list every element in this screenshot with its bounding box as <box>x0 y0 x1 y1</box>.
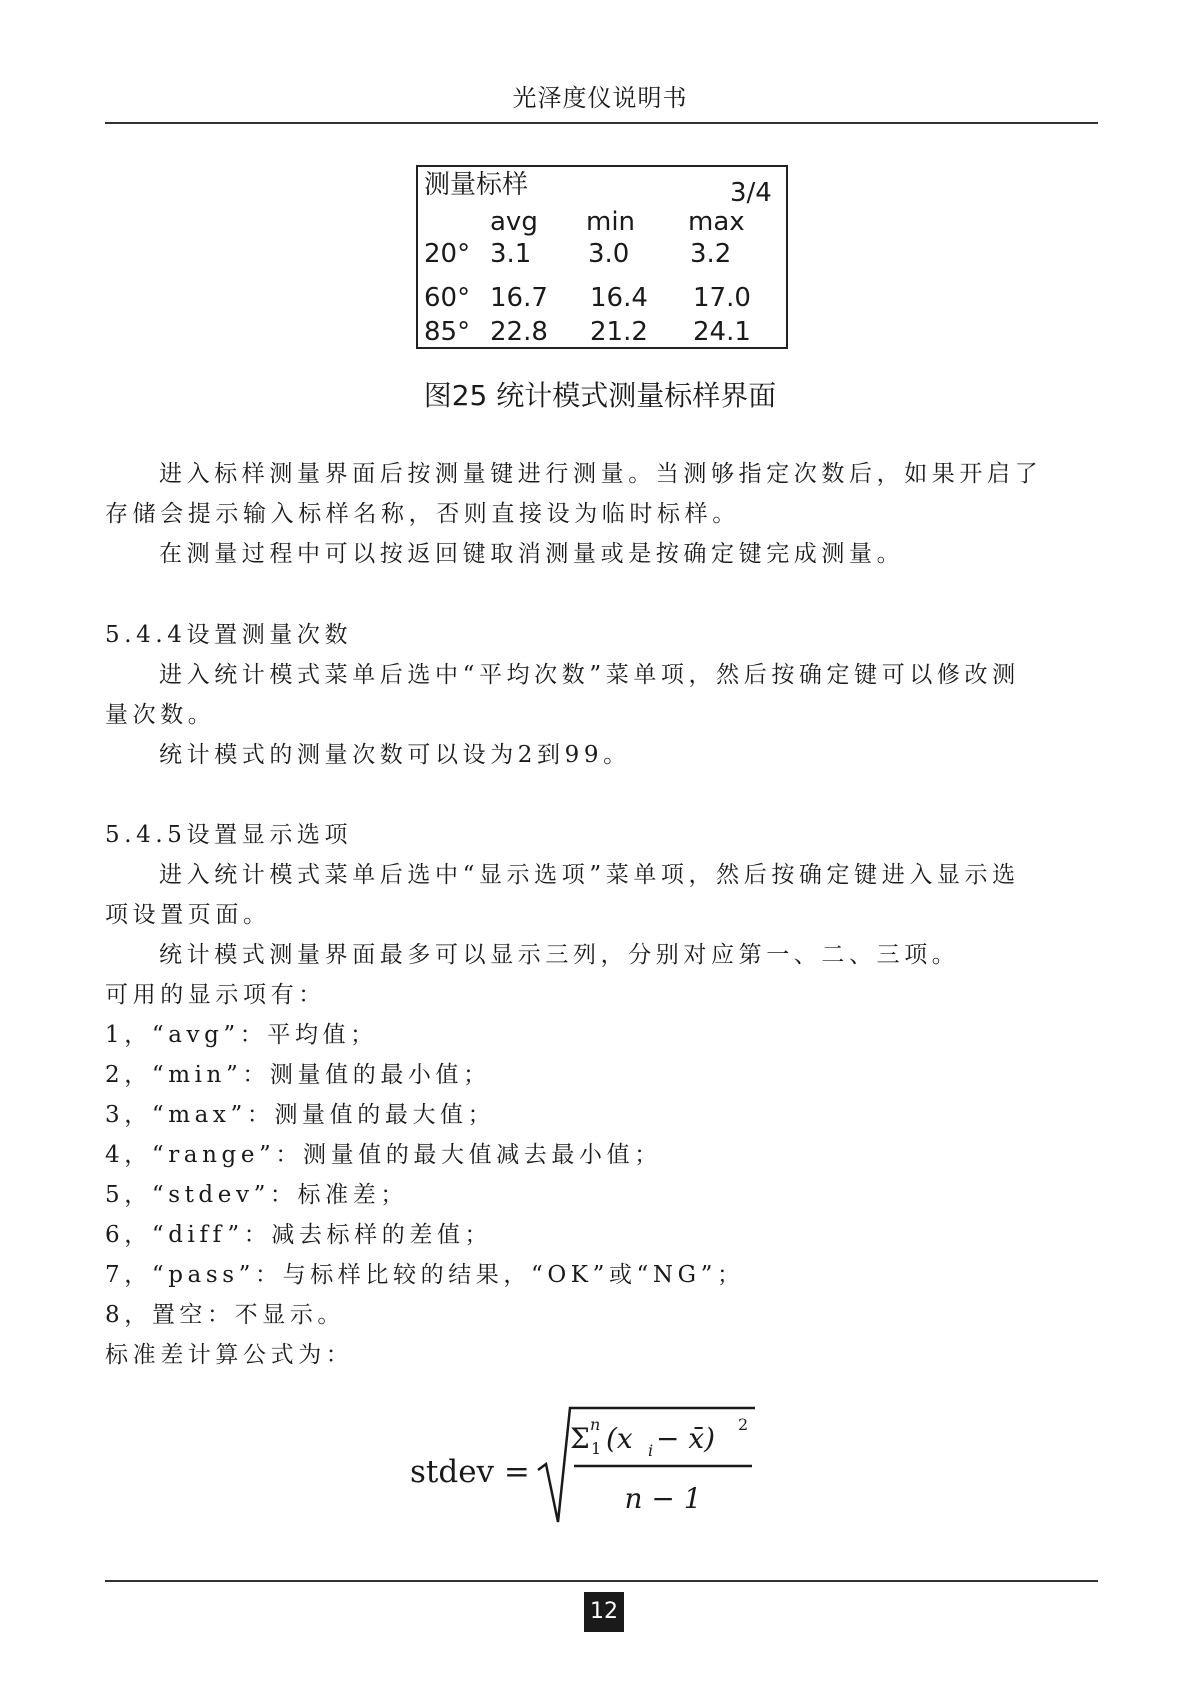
paragraph-line: 统计模式的测量次数可以设为2到99。 <box>159 742 631 768</box>
cell-min: 16.4 <box>590 283 648 313</box>
screen-title: 测量标样 <box>424 170 529 200</box>
formula-term-sub: i <box>648 1441 654 1460</box>
cell-max: 3.2 <box>690 239 732 269</box>
footer-rule <box>105 1580 1098 1582</box>
paragraph-line: 项设置页面。 <box>105 902 271 928</box>
list-item: 6，“diff”：减去标样的差值； <box>105 1222 493 1248</box>
section-heading-5-4-4: 5.4.4设置测量次数 <box>105 622 353 648</box>
cell-avg: 3.1 <box>490 239 532 269</box>
paragraph-line: 进入标样测量界面后按测量键进行测量。当测够指定次数后，如果开启了 <box>159 461 1043 487</box>
formula-sub: 1 <box>591 1439 602 1458</box>
cell-avg: 16.7 <box>490 283 548 313</box>
header-rule <box>105 122 1098 124</box>
paragraph-line: 可用的显示项有： <box>105 982 326 1008</box>
paragraph-line: 进入统计模式菜单后选中“平均次数”菜单项，然后按确定键可以修改测 <box>159 662 1020 688</box>
paragraph-line: 量次数。 <box>105 702 216 728</box>
row-angle: 20° <box>424 239 471 269</box>
list-item: 5，“stdev”：标准差； <box>105 1182 408 1208</box>
formula-term: (x <box>606 1422 633 1455</box>
section-heading-5-4-5: 5.4.5设置显示选项 <box>105 822 353 848</box>
paragraph-line: 在测量过程中可以按返回键取消测量或是按确定键完成测量。 <box>159 541 905 567</box>
stdev-formula <box>410 1400 790 1530</box>
list-item: 3，“max”：测量值的最大值； <box>105 1102 496 1128</box>
paragraph-line: 存储会提示输入标样名称，否则直接设为临时标样。 <box>105 501 740 527</box>
formula-minus: − x̄) <box>656 1422 716 1455</box>
list-item: 2，“min”：测量值的最小值； <box>105 1062 491 1088</box>
formula-lhs: stdev = <box>410 1454 530 1490</box>
screen-page-indicator: 3/4 <box>730 178 772 208</box>
column-header: min <box>586 207 636 237</box>
formula-sup: n <box>590 1415 601 1434</box>
list-item: 8，置空：不显示。 <box>105 1302 346 1328</box>
cell-max: 17.0 <box>693 283 751 313</box>
page-header-title: 光泽度仪说明书 <box>512 84 688 112</box>
figure-caption: 图25 统计模式测量标样界面 <box>423 379 777 412</box>
device-screen-figure <box>416 165 788 349</box>
formula-power: 2 <box>738 1415 749 1434</box>
list-item: 4，“range”：测量值的最大值减去最小值； <box>105 1142 662 1168</box>
cell-min: 3.0 <box>588 239 630 269</box>
page-number: 12 <box>584 1592 624 1632</box>
column-header: avg <box>490 207 538 237</box>
row-angle: 85° <box>424 317 471 347</box>
column-header: max <box>688 207 745 237</box>
paragraph-line: 标准差计算公式为： <box>105 1342 354 1368</box>
formula-sum: Σ <box>570 1422 590 1455</box>
list-item: 7，“pass”：与标样比较的结果，“OK”或“NG”； <box>105 1262 745 1288</box>
row-angle: 60° <box>424 283 471 313</box>
paragraph-line: 进入统计模式菜单后选中“显示选项”菜单项，然后按确定键进入显示选 <box>159 862 1020 888</box>
cell-min: 21.2 <box>590 317 648 347</box>
list-item: 1，“avg”：平均值； <box>105 1022 378 1048</box>
cell-max: 24.1 <box>693 317 751 347</box>
formula-denominator: n − 1 <box>624 1482 702 1515</box>
cell-avg: 22.8 <box>490 317 548 347</box>
paragraph-line: 统计模式测量界面最多可以显示三列，分别对应第一、二、三项。 <box>159 942 960 968</box>
